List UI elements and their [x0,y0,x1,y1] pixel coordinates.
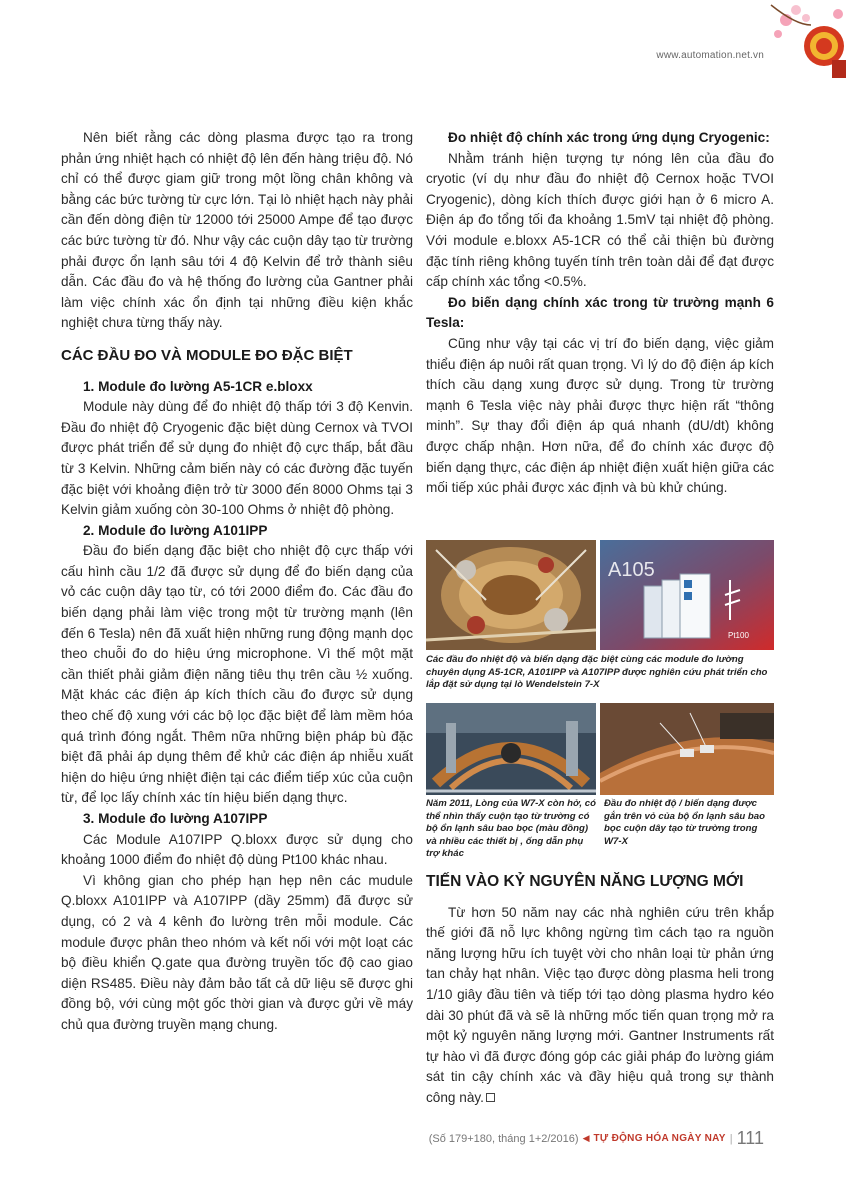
caption-modules: Các đầu đo nhiệt độ và biến dạng đặc biệt cùng các module đo lường chuyên dụng A5-1CR, A101IPP và A107IPP được nghiên cứu phát triển cho lắp đặt sử dụng tại lò Wendelstein 7-X [426,654,768,691]
sub3-paragraph-2: Vì không gian cho phép hạn hẹp nên các mudule Q.bloxx A101IPP và A107IPP (dầy 25mm) đã được sử dụng, có 2 và 4 kênh đo lường trên mỗi module. Các module được phân theo nhóm và kết nối với một loạt các bộ điều khiển Q.gate qua đường truyền tốc độ cao giao diện RS485. Điều này đảm bảo tất cả dữ liệu sẽ được ghi đồng bộ, với cùng một gốc thời gian và được gửi về máy chủ qua đường truyền mạng chung. [61,872,413,1032]
caption-cryostat: Đầu đo nhiệt độ / biến dạng được gắn trên vỏ của bộ ổn lạnh sâu bao bọc cuộn dây tạo từ trường trong W7-X [604,798,765,847]
tet-decoration-icon [766,0,848,80]
heading-strain: Đo biến dạng chính xác trong từ trường mạnh 6 Tesla: [426,294,774,331]
magazine-name: TỰ ĐỘNG HÓA NGÀY NAY [593,1133,726,1144]
caption-w7x: Năm 2011, Lòng của W7-X còn hở, có thể nhìn thấy cuộn tạo từ trường có bộ ổn lạnh sâu bao bọc (màu đồng) và nhiều các thiết bị , ống dẫn phụ trợ khác [426,798,596,860]
left-column [61,128,413,1036]
final-paragraph-text: Từ hơn 50 năm nay các nhà nghiên cứu trên khắp thế giới đã nỗ lực không ngừng tìm cách tạo ra nguồn năng lượng hữu ích tuyệt vời cho nhân loại từ phản ứng tan chảy hạt nhân. Việc tạo được dòng plasma heli trong 1/10 giây đầu tiên và tiếp tới tạo dòng plasma hydro kéo dài 30 phút đã và sẽ là những mốc tiến quan trọng mở ra một kỷ nguyên năng lượng mới. Gantner Instruments rất tự hào vì đã được đóng góp các giải pháp đo lường giám sát tin cậy chính xác và đầy hiệu quả trong sự thành công này. [426,904,774,1105]
final-paragraph [426,903,774,1109]
intro-paragraph: Nên biết rằng các dòng plasma được tạo ra trong phản ứng nhiệt hạch có nhiệt độ lên đến hàng triệu độ. Nó chỉ có thể được giam giữ trong một lồng chân không và bằng các bức tường từ cực lớn. Tại lò nhiệt hạch này phải cần đến dòng điện từ 12000 tới 25000 Ampe để tạo được các bức tường từ đó. Như vậy các cuộn dây tạo từ trường phải được ổn lạnh sâu tới 4 độ Kelvin để trở thành siêu dẫn. Các đầu đo và hệ thống đo lường của Gantner phải làm việc chính xác ổn định tại những điều kiện khắc nghiệt chưa từng thấy này. [61,130,414,331]
right-column-bottom [426,872,774,1109]
measurement-modules-photo [600,540,774,650]
sub-heading-a107: 3. Module đo lường A107IPP [83,811,268,826]
cryogenic-paragraph: Nhằm tránh hiện tượng tự nóng lên của đầu đo cryotic (ví dụ như đầu đo nhiệt độ Cernox hoặc TVOI Cryogenic), dòng kích thích được giới hạn ở 6 micro A. Điện áp đo tổng tối đa khoảng 1.5mV tại nhiệt độ phòng. Với module e.bloxx A5-1CR có thể cải thiện bù đường đặc tính riêng không tuyến tính trên toàn dải để đạt được cấp chính xác tổng <0.5%. [426,150,774,290]
issue-info: (Số 179+180, tháng 1+2/2016) [428,1132,579,1145]
section-heading-special-sensors: CÁC ĐẦU ĐO VÀ MODULE ĐO ĐẶC BIỆT [61,346,353,364]
sub3-paragraph-1: Các Module A107IPP Q.bloxx được sử dụng cho khoảng 1000 điểm đo nhiệt độ dùng Pt100 khác nhau. [61,831,413,868]
end-mark-icon [486,1093,495,1102]
divider: | [729,1132,733,1145]
heading-cryogenic: Đo nhiệt độ chính xác trong ứng dụng Cryogenic: [448,130,770,145]
module-label: A105 [608,559,655,581]
site-url: www.automation.net.vn [656,50,764,61]
cryostat-sensor-photo [600,703,774,795]
module-sub-label: Pt100 [728,631,749,640]
section-heading-new-era: TIẾN VÀO KỶ NGUYÊN NĂNG LƯỢNG MỚI [426,873,744,890]
sub-heading-a101: 2. Module đo lường A101IPP [83,522,268,538]
sub-heading-a5: 1. Module đo lường A5-1CR e.bloxx [83,378,313,394]
strain-paragraph: Cũng như vậy tại các vị trí đo biến dạng, việc giảm thiểu điện áp nuôi rất quan trọng. Vì lý do độ điện áp kích thích cầu dạng xung được sử dụng. Trong từ trường mạnh 6 Tesla việc này phải được thực hiện rất “thông minh”. Sự thay đổi điện áp quá nhanh (dU/dt) không được chấp nhận. Hơn nữa, để đo chính xác được độ biến dạng thực, các điện áp nhiệt điện xuất hiện giữa các mối tiếp xúc phải được xác định và bù khử chúng. [426,335,774,496]
sub1-paragraph: Module này dùng để đo nhiệt độ thấp tới 3 độ Kenvin. Đầu đo nhiệt độ Cryogenic đặc biệt dùng Cernox và TVOI được phát triển để sử dụng đo nhiệt độ cực thấp, bắt đầu từ 3 Kelvin. Những cảm biến này có các đường đặc tuyến đặc biệt với khoảng điện trở từ 3000 đến 8000 Ohms tại 3 Kelvin giảm xuống còn 30-100 Ohms ở nhiệt độ phòng. [61,399,413,518]
right-column-top [426,128,774,499]
page-footer [429,1128,764,1149]
arrow-left-icon: ◀ [582,1133,590,1143]
w7x-vessel-photo [426,703,596,795]
page-number: 111 [736,1128,764,1148]
reactor-interior-photo [426,540,596,650]
sub2-paragraph: Đầu đo biến dạng đặc biệt cho nhiệt độ cực thấp với cấu hình cầu 1/2 đã được sử dụng để đo biến dạng của vỏ các cuộn dây tạo từ, có tới 2000 điểm đo. Các đầu đo biến dạng phải làm việc trong một từ trường mạnh (lên đến 6 Tesla) nên đã xuất hiện những rung động mạnh dọc theo chuỗi đo do hiệu ứng microphone. Vì thế một mặt cần thiết phải giảm điện năng tiêu thụ trên cầu ½ xuống. Mặt khác các điện áp kích thích cầu đo được sử dụng theo chế độ xung với các bộ lọc đặc biệt để làm mềm hóa quá trình đóng ngắt. Thêm nữa những biện pháp bù đặc biệt đã phải áp dụng thêm để khử các điện áp nhiễu xuất hiện do hiệu ứng nhiệt điện tại các điểm tiếp xúc của cuộn từ, để lọc lấy chính xác tín hiệu biến dạng thực. [61,543,413,806]
